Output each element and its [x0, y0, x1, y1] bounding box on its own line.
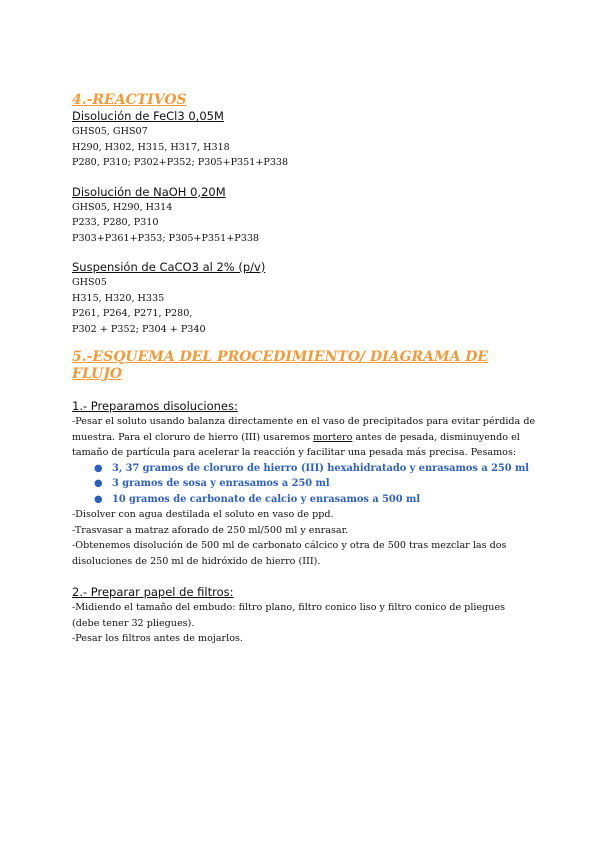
reagent-heading: Disolución de FeCl3 0,05M [72, 109, 224, 123]
bullet-icon: ● [94, 462, 103, 474]
section-5-title: 5.-ESQUEMA DEL PROCEDIMIENTO/ DIAGRAMA DE FLUJO [72, 349, 489, 382]
step-2-text: (debe tener 32 pliegues). [72, 617, 195, 629]
reagent-line: GHS05, GHS07 [72, 126, 148, 137]
section-4-title: 4.-REACTIVOS [72, 92, 187, 108]
step-1-heading: 1.- Preparamos disoluciones: [72, 399, 238, 413]
reagent-line: P303+P361+P353; P305+P351+P338 [72, 232, 260, 244]
list-item [94, 461, 542, 477]
reagent-line: GHS05 [72, 277, 107, 288]
list-item-text: 3 gramos de sosa y enrasamos a 250 ml [112, 478, 330, 489]
step-2-heading: 2.- Preparar papel de filtros: [72, 585, 234, 599]
step-1 [72, 399, 542, 569]
reagent-group-fecl3 [72, 109, 542, 171]
document-page [72, 92, 542, 647]
reagent-line: P261, P264, P271, P280, [72, 308, 193, 319]
list-item [94, 476, 542, 492]
reagent-line: P233, P280, P310 [72, 217, 159, 228]
step-2 [72, 585, 542, 647]
reagent-group-caco3 [72, 260, 542, 337]
reagent-heading: Disolución de NaOH 0,20M [72, 184, 226, 199]
reagent-line: P302 + P352; P304 + P340 [72, 323, 206, 335]
reagent-group-naoh [72, 185, 542, 247]
step-2-text: -Pesar los filtros antes de mojarlos. [72, 633, 243, 644]
reagent-heading: Suspensión de CaCO3 al 2% (p/v) [72, 260, 266, 274]
step-2-text: -Midiendo el tamaño del embudo: filtro plano, filtro conico liso y filtro conico de pliegues [72, 602, 506, 613]
reagent-line: GHS05, H290, H314 [72, 201, 173, 213]
reagent-line: P280, P310; P302+P352; P305+P351+P338 [72, 157, 289, 168]
intro-text: -Pesar el soluto usando balanza directamente en el vaso de precipitados para evitar pérdida de muestra. Para el cloruro de hierro (III) usaremos [72, 416, 536, 443]
bullet-icon: ● [94, 493, 103, 505]
list-item-text: 10 gramos de carbonato de calcio y enrasamos a 500 ml [112, 493, 421, 505]
step-1-intro [72, 414, 542, 461]
step-1-text: -Obtenemos disolución de 500 ml de carbonato cálcico y otra de 500 tras mezclar las dos disoluciones de 250 ml de hidróxido de hierro (III). [72, 540, 507, 567]
intro-text: antes de pesada, disminuyendo el tamaño de partícula para acelerar la reacción y facilitar una pesada más precisa. Pesamos: [72, 431, 520, 458]
list-item [94, 492, 542, 508]
step-1-text: -Disolver con agua destilada el soluto en vaso de ppd. [72, 509, 334, 520]
reagent-line: H290, H302, H315, H317, H318 [72, 141, 230, 153]
bullet-icon: ● [94, 478, 103, 489]
reagent-line: H315, H320, H335 [72, 292, 165, 304]
step-1-text: -Trasvasar a matraz aforado de 250 ml/500 ml y enrasar. [72, 524, 349, 536]
intro-underlined-word: mortero [313, 431, 353, 443]
weighing-list [72, 461, 542, 508]
list-item-text: 3, 37 gramos de cloruro de hierro (III) hexahidratado y enrasamos a 250 ml [112, 462, 530, 474]
